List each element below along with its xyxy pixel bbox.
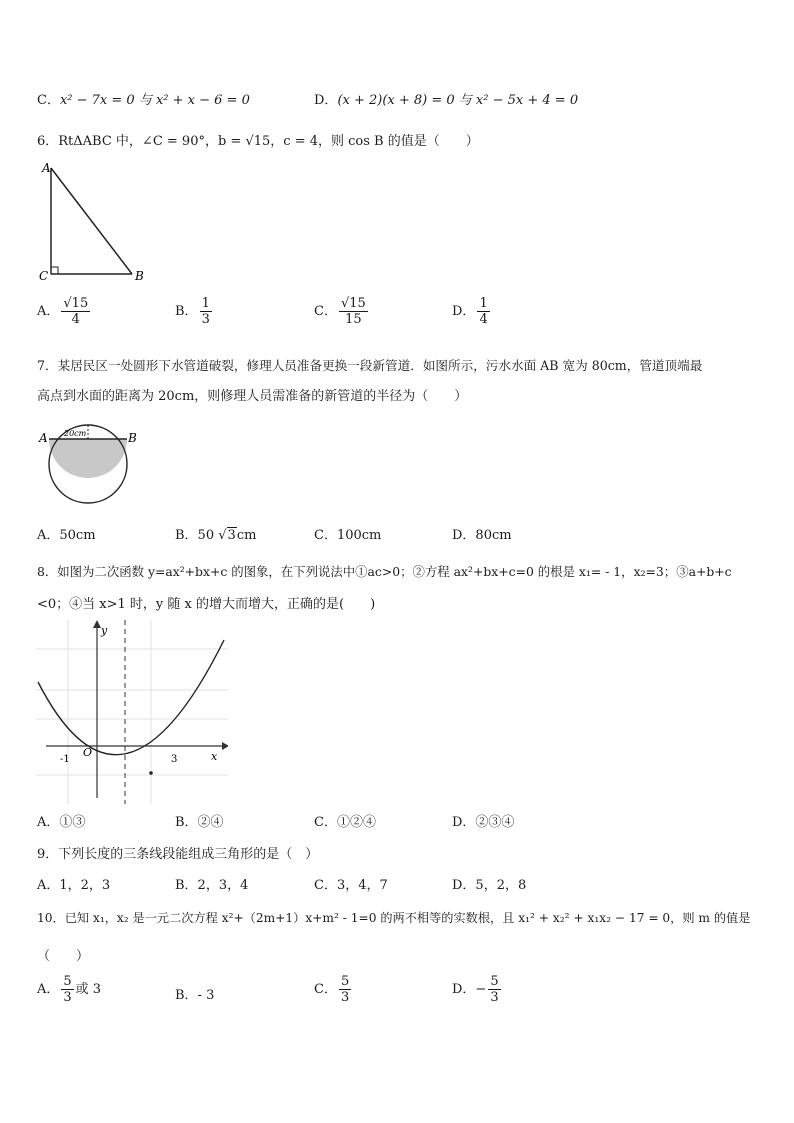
q6-option-d-num: 1 <box>479 296 488 311</box>
q5-option-d-label: D． <box>314 93 338 108</box>
q10-option-b: B．- 3 <box>175 988 215 1003</box>
q8-label-x: x <box>211 750 218 763</box>
q8-stem-line1: 8．如图为二次函数 y=ax²+bx+c 的图象，在下列说法中①ac>0；②方程 ax²+bx+c=0 的根是 x₁= - 1，x₂=3；③a+b+c <box>37 564 732 579</box>
q7-option-b-unit: cm <box>236 528 257 543</box>
q6-label-c: C <box>39 269 49 283</box>
q8-label-y: y <box>101 624 108 637</box>
q5-option-c-label: C． <box>37 93 60 108</box>
q10-option-d-den: 3 <box>490 990 499 1005</box>
q8-label-3: 3 <box>171 754 178 765</box>
q10-option-a-num: 5 <box>63 974 72 989</box>
q6-option-d <box>452 296 492 327</box>
q10-option-d <box>452 974 503 1005</box>
q10-option-a-tail: 或 3 <box>75 982 102 997</box>
q8-option-b: B．②④ <box>175 815 224 830</box>
q7-option-b-radicand: 3 <box>227 528 236 543</box>
q6-label-a: A <box>42 161 51 175</box>
q6-option-a <box>37 296 92 327</box>
q6-option-a-den: 4 <box>71 312 80 327</box>
q7-option-b-label: B．50 <box>175 528 215 543</box>
q7-label-20cm: 20cm <box>64 429 87 438</box>
q9-stem: 9．下列长度的三条线段能组成三角形的是（ ） <box>37 847 319 862</box>
q7-label-a: A <box>39 431 48 445</box>
q10-option-d-num: 5 <box>490 974 499 989</box>
q6-option-b-label: B． <box>175 304 198 319</box>
q6-stem: 6．RtΔABC 中，∠C = 90°，b = √15，c = 4，则 cos B 的值是（ ） <box>37 134 479 149</box>
q8-stem-line2: <0；④当 x>1 时，y 随 x 的增大而增大，正确的是( ) <box>37 597 376 612</box>
q5-option-c <box>37 89 250 108</box>
q7-pipe-figure <box>36 420 146 510</box>
q5-option-d <box>314 89 578 108</box>
q6-option-a-label: A． <box>37 304 60 319</box>
q8-label-origin: O <box>83 746 93 759</box>
q7-option-c: C．100cm <box>314 528 382 543</box>
q6-option-b <box>175 296 214 327</box>
q6-option-d-den: 4 <box>479 312 488 327</box>
q7-label-b: B <box>128 431 137 445</box>
q8-parabola-figure <box>36 620 228 804</box>
q9-option-a: A．1，2，3 <box>37 878 111 893</box>
q7-option-a: A．50cm <box>37 528 96 543</box>
q10-stem-line1: 10．已知 x₁，x₂ 是一元二次方程 x²+（2m+1）x+m² - 1=0 的两不相等的实数根，且 x₁² + x₂² + x₁x₂ − 17 = 0，则 m 的值是 <box>37 911 751 925</box>
q6-label-b: B <box>135 269 144 283</box>
q6-triangle-figure <box>34 158 154 286</box>
q10-option-c-den: 3 <box>340 990 350 1005</box>
q8-label-neg1: -1 <box>60 754 70 765</box>
q8-option-c: C．①②④ <box>314 815 376 830</box>
q8-option-a: A．①③ <box>37 815 86 830</box>
q10-option-c <box>314 974 353 1005</box>
q7-stem-line1: 7．某居民区一处圆形下水管道破裂，修理人员准备更换一段新管道．如图所示，污水水面 AB 宽为 80cm，管道顶端最 <box>37 358 703 373</box>
q7-stem-line2: 高点到水面的距离为 20cm，则修理人员需准备的新管道的半径为（ ） <box>37 389 468 404</box>
q10-stem-line2: （ ） <box>37 949 90 964</box>
q6-option-c-label: C． <box>314 304 337 319</box>
q6-option-c-den: 15 <box>345 312 362 327</box>
q10-option-c-label: C． <box>314 982 337 997</box>
q5-option-d-text: (x + 2)(x + 8) = 0 与 x² − 5x + 4 = 0 <box>337 93 579 108</box>
q6-option-b-num: 1 <box>201 296 210 311</box>
q7-option-d: D．80cm <box>452 528 512 543</box>
q10-option-c-num: 5 <box>340 974 350 989</box>
q10-option-d-label: D．− <box>452 982 487 997</box>
q10-option-a-den: 3 <box>63 990 72 1005</box>
q8-option-d: D．②③④ <box>452 815 515 830</box>
q6-option-a-num: √15 <box>63 296 89 311</box>
q6-option-b-den: 3 <box>201 312 210 327</box>
q5-option-c-text: x² − 7x = 0 与 x² + x − 6 = 0 <box>59 93 250 108</box>
q9-option-c: C．3，4，7 <box>314 878 388 893</box>
q6-option-c-num: √15 <box>340 296 366 311</box>
q9-option-b: B．2，3，4 <box>175 878 249 893</box>
q7-option-b: B．50 √3cm <box>175 528 257 543</box>
q6-option-c <box>314 296 370 327</box>
q10-option-a-label: A． <box>37 982 60 997</box>
q9-option-d: D．5，2，8 <box>452 878 527 893</box>
q6-option-d-label: D． <box>452 304 476 319</box>
q10-option-a <box>37 974 101 1005</box>
